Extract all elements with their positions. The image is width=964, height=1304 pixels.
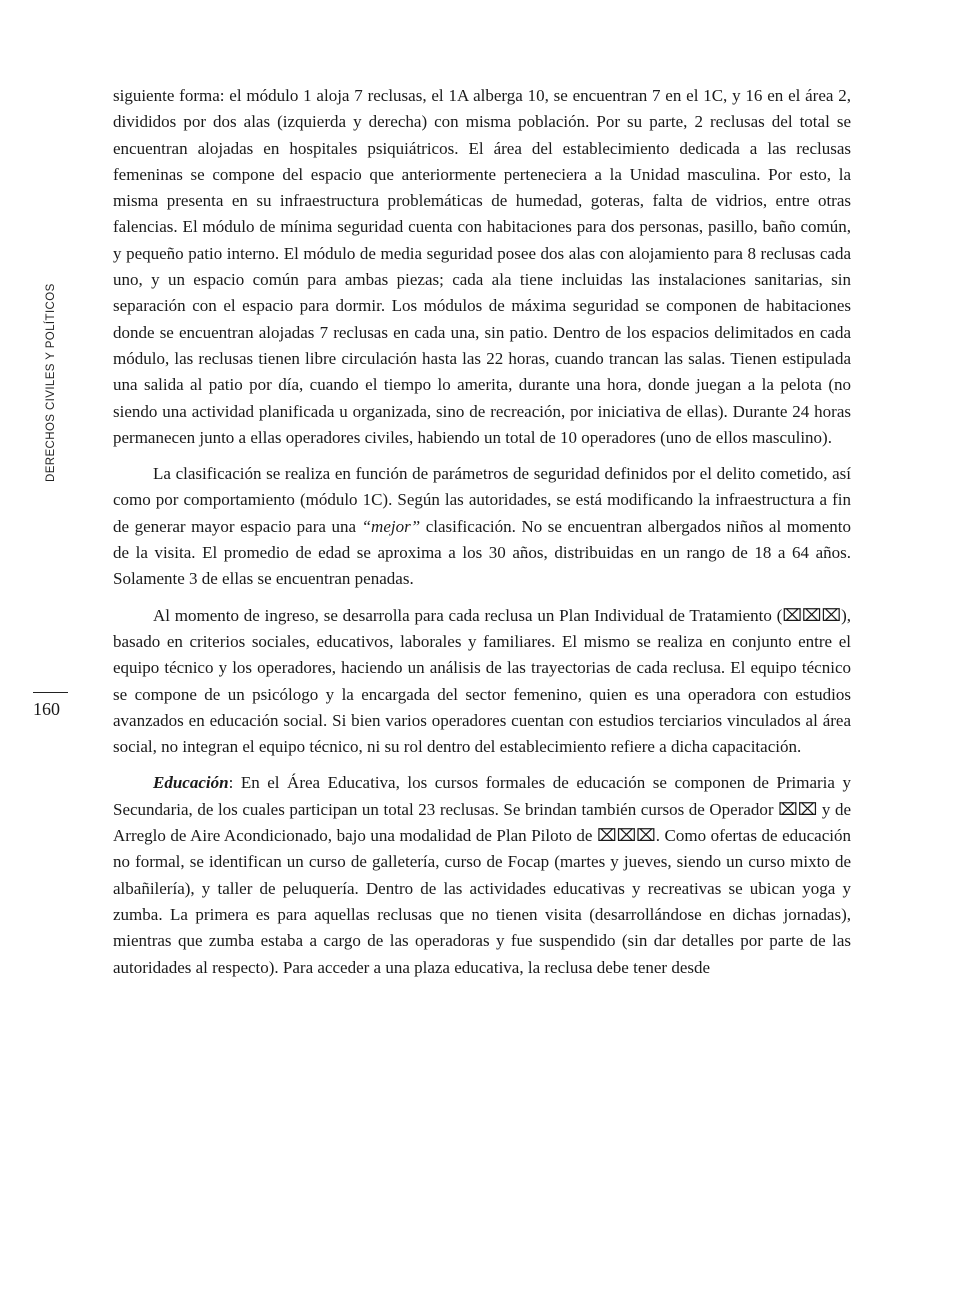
paragraph-classification [113,461,851,592]
education-heading: Educación [153,773,229,793]
emphasis-mejor: “mejor” [361,516,421,536]
paragraph-education-text: : En el Área Educativa, los cursos formales de educación se componen de Primaria y Secundaria, de los cuales participan un total 23 reclusas. Se brindan también cursos de Operador ⌧⌧ y de Arreglo de Aire Acondicionado, bajo una modalidad de Plan Piloto de ⌧⌧⌧. Como ofertas de educación no formal, se identifican un curso de galletería, curso de Focap (martes y jueves, siendo un curso mixto de albañilería), y taller de peluquería. Dentro de las actividades educativas y recreativas se ubican yoga y zumba. La primera es para aquellas reclusas que no tienen visita (desarrollándose en dichas jornadas), mientras que zumba estaba a cargo de las operadoras y fue suspendido (sin dar detalles por parte de las autoridades al respecto). Para acceder a una plaza educativa, la reclusa debe tener desde [113,773,851,977]
paragraph-classification-text: La clasificación se realiza en función de parámetros de seguridad definidos por el delito cometido, así como por comportamiento (módulo 1C). Según las autoridades, se está modificando la infraestructura a fin de generar mayor espacio para una [113,464,851,536]
body-text [113,83,851,991]
paragraph-modules: siguiente forma: el módulo 1 aloja 7 reclusas, el 1A alberga 10, se encuentran 7 en el 1C, y 16 en el área 2, divididos por dos alas (izquierda y derecha) con misma población. Por su parte, 2 reclusas del total se encuentran alojadas en hospitales psiquiátricos. El área del establecimiento dedicada a las reclusas femeninas se compone del espacio que anteriormente perteneciera a la Unidad masculina. Por esto, la misma presenta en su infraestructura problemáticas de humedad, goteras, falta de vidrios, entre otras falencias. El módulo de mínima seguridad cuenta con habitaciones para dos personas, pasillo, baño común, y pequeño patio interno. El módulo de media seguridad posee dos alas con alojamiento para 8 reclusas cada uno, y un espacio común para ambas piezas; cada ala tiene incluidas las instalaciones sanitarias, sin separación con el espacio para dormir. Los módulos de máxima seguridad se componen de habitaciones donde se encuentran alojadas 7 reclusas en cada una, sin patio. Dentro de los espacios delimitados en cada módulo, las reclusas tienen libre circulación hasta las 22 horas, cuando trancan las salas. Tienen estipulada una salida al patio por día, cuando el tiempo lo amerita, durante una hora, donde juegan a la pelota (no siendo una actividad planificada u organizada, sino de recreación, por iniciativa de ellas). Durante 24 horas permanecen junto a ellas operadores civiles, habiendo un total de 10 operadores (uno de ellos masculino). [113,86,851,447]
running-head: DERECHOS CIVILES Y POLÍTICOS [45,283,57,482]
page-number: 160 [33,699,60,719]
paragraph-classification-text-end: clasificación. No se encuentran albergados niños al momento de la visita. El promedio de edad se aproxima a los 30 años, distribuidas en un rango de 18 a 64 años. Solamente 3 de ellas se encuentran penadas. [113,516,851,589]
paragraph-education [113,770,851,980]
page-number-rule [33,692,68,693]
paragraph-treatment-plan: Al momento de ingreso, se desarrolla para cada reclusa un Plan Individual de Tratamiento (⌧⌧⌧), basado en criterios sociales, educativos, laborales y familiares. El mismo se realiza en conjunto entre el equipo técnico y los operadores, haciendo un análisis de las trayectorias de cada reclusa. El equipo técnico se compone de un psicólogo y la encargada del sector femenino, quien es una operadora con estudios avanzados en educación social. Si bien varios operadores cuentan con estudios terciarios vinculados al área social, no integran el equipo técnico, ni su rol dentro del establecimiento refiere a dicha capacitación. [113,605,851,757]
